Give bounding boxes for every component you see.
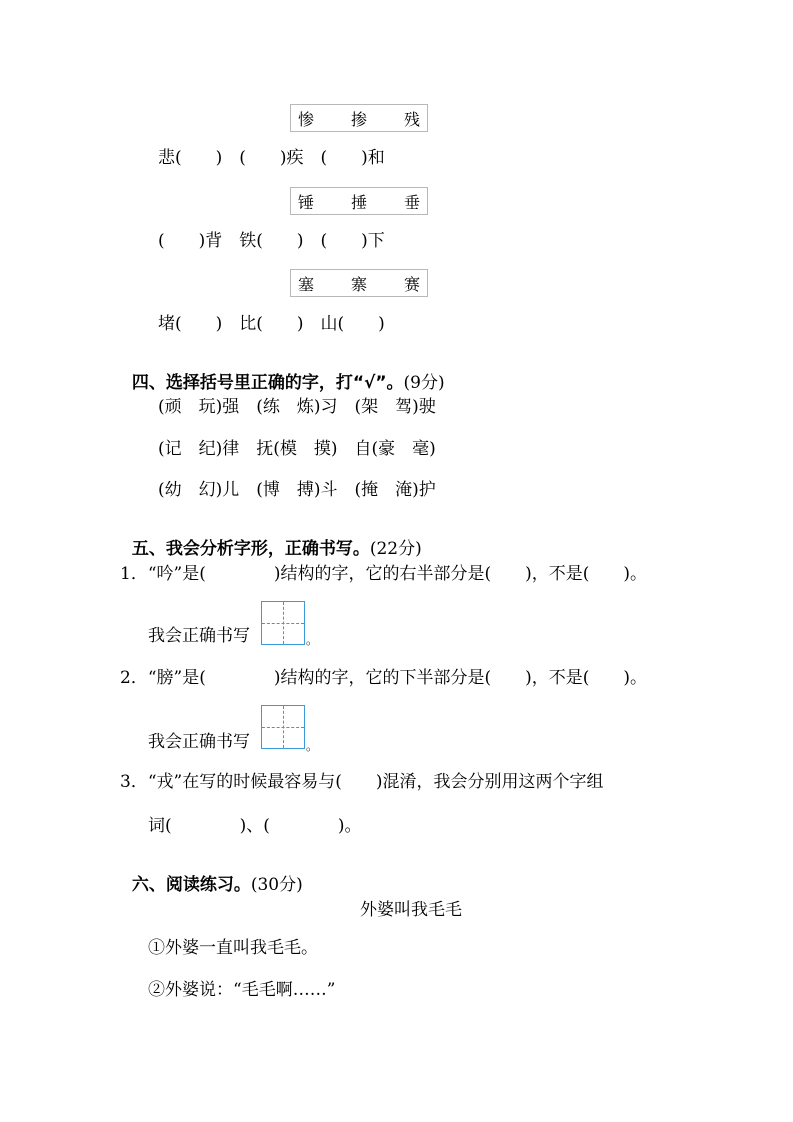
char-option: 掺 — [350, 109, 367, 129]
fill-row-2: ( )背 铁( ) ( )下 — [158, 231, 385, 251]
section-6-points: (30分) — [250, 875, 303, 895]
char-option: 赛 — [403, 274, 420, 294]
char-option: 寨 — [350, 274, 367, 294]
char-box-3 — [290, 269, 428, 297]
section-5-heading-text: 五、我会分析字形，正确书写。 — [131, 539, 370, 559]
fill-row-1: 悲( ) ( )疾 ( )和 — [158, 148, 385, 168]
section-5-heading — [120, 524, 422, 558]
section-4-heading — [120, 358, 445, 392]
writing-grid-1[interactable] — [261, 601, 305, 645]
passage-paragraph-2: ②外婆说：“毛毛啊……” — [148, 980, 336, 1000]
char-option: 锤 — [298, 192, 315, 212]
char-box-1 — [290, 104, 428, 132]
passage-title: 外婆叫我毛毛 — [360, 900, 462, 920]
question-3-line-1: 3．“戎”在写的时候最容易与( )混淆，我会分别用这两个字组 — [120, 772, 604, 792]
section-6-heading — [120, 860, 303, 894]
char-option: 捶 — [350, 192, 367, 212]
period: 。 — [306, 633, 319, 647]
question-1: 1．“吟”是( )结构的字，它的右半部分是( )，不是( )。 — [120, 564, 647, 584]
section-6-heading-text: 六、阅读练习。 — [131, 875, 251, 895]
char-option: 塞 — [298, 274, 315, 294]
write-label-2: 我会正确书写 — [148, 732, 250, 752]
char-option: 残 — [403, 109, 420, 129]
period: 。 — [306, 739, 319, 753]
char-box-2 — [290, 187, 428, 215]
char-option: 惨 — [298, 109, 315, 129]
fill-row-3: 堵( ) 比( ) 山( ) — [158, 314, 385, 334]
question-2: 2．“膀”是( )结构的字，它的下半部分是( )，不是( )。 — [120, 668, 647, 688]
char-option: 垂 — [403, 192, 420, 212]
write-label-1: 我会正确书写 — [148, 626, 250, 646]
writing-grid-2[interactable] — [261, 705, 305, 749]
choice-row-3: (幼 幻)儿 (博 搏)斗 (掩 淹)护 — [158, 480, 436, 500]
section-5-points: (22分) — [369, 539, 422, 559]
section-4-heading-text: 四、选择括号里正确的字，打“√”。 — [131, 373, 404, 393]
passage-paragraph-1: ①外婆一直叫我毛毛。 — [148, 938, 318, 958]
choice-row-2: (记 纪)律 抚(模 摸) 自(豪 毫) — [158, 439, 436, 459]
choice-row-1: (顽 玩)强 (练 炼)习 (架 驾)驶 — [158, 397, 436, 417]
section-4-points: (9分) — [403, 373, 445, 393]
question-3-line-2: 词( )、( )。 — [148, 816, 362, 836]
